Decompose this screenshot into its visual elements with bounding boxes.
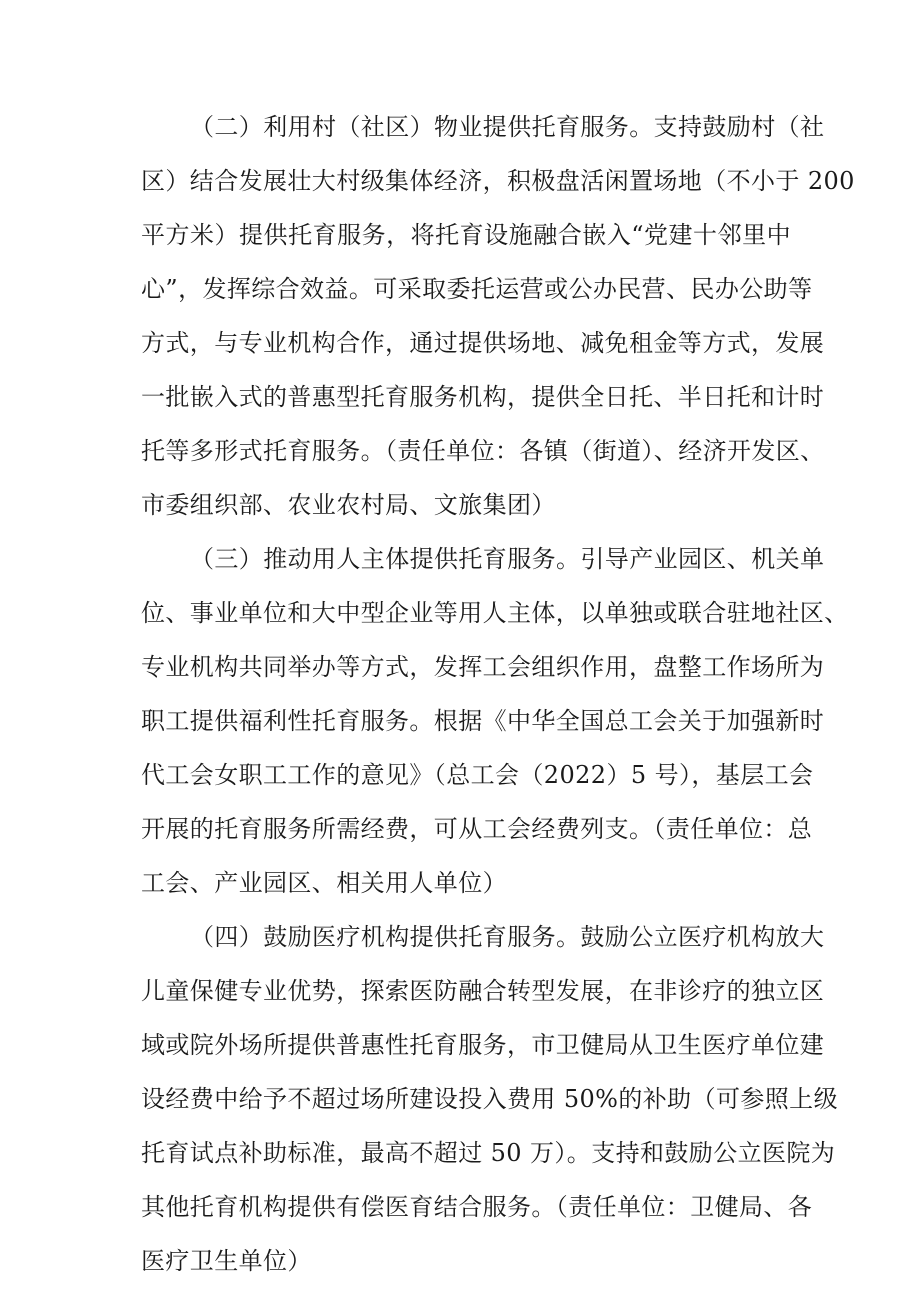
text-line: 医疗卫生单位）: [141, 1247, 312, 1275]
paragraph-medical: [141, 910, 838, 1288]
text-line: 位、事业单位和大中型企业等用人主体，以单独或联合驻地社区、: [141, 599, 849, 627]
text-line: 职工提供福利性托育服务。根据《中华全国总工会关于加强新时: [141, 707, 825, 735]
text-line: 市委组织部、农业农村局、文旅集团）: [141, 491, 556, 519]
text-line: 代工会女职工工作的意见》（总工会（2022）5 号），基层工会: [141, 761, 814, 789]
text-line: 专业机构共同举办等方式，发挥工会组织作用，盘整工作场所为: [141, 653, 825, 681]
text-line: （四）鼓励医疗机构提供托育服务。鼓励公立医疗机构放大: [190, 923, 825, 951]
text-line: 托育试点补助标准，最高不超过 50 万）。支持和鼓励公立医院为: [141, 1139, 836, 1167]
document-page: [141, 100, 855, 1288]
text-line: 方式，与专业机构合作，通过提供场地、减免租金等方式，发展: [141, 329, 825, 357]
paragraph-employer: [141, 532, 849, 910]
text-line: 儿童保健专业优势，探索医防融合转型发展，在非诊疗的独立区: [141, 977, 825, 1005]
text-line: （三）推动用人主体提供托育服务。引导产业园区、机关单: [190, 545, 825, 573]
text-line: 区）结合发展壮大村级集体经济，积极盘活闲置场地（不小于 200: [141, 167, 855, 195]
text-line: 平方米）提供托育服务，将托育设施融合嵌入“党建十邻里中: [141, 221, 791, 249]
text-line: 域或院外场所提供普惠性托育服务，市卫健局从卫生医疗单位建: [141, 1031, 825, 1059]
text-line: 其他托育机构提供有偿医育结合服务。（责任单位：卫健局、各: [141, 1193, 813, 1221]
text-line: （二）利用村（社区）物业提供托育服务。支持鼓励村（社: [190, 113, 825, 141]
text-line: 心”，发挥综合效益。可采取委托运营或公办民营、民办公助等: [141, 275, 813, 303]
text-line: 一批嵌入式的普惠型托育服务机构，提供全日托、半日托和计时: [141, 383, 825, 411]
text-line: 开展的托育服务所需经费，可从工会经费列支。（责任单位：总: [141, 815, 813, 843]
text-line: 工会、产业园区、相关用人单位）: [141, 869, 507, 897]
text-line: 托等多形式托育服务。（责任单位：各镇（街道）、经济开发区、: [141, 437, 825, 465]
paragraph-village-community: [141, 100, 855, 532]
text-line: 设经费中给予不超过场所建设投入费用 50%的补助（可参照上级: [141, 1085, 838, 1113]
